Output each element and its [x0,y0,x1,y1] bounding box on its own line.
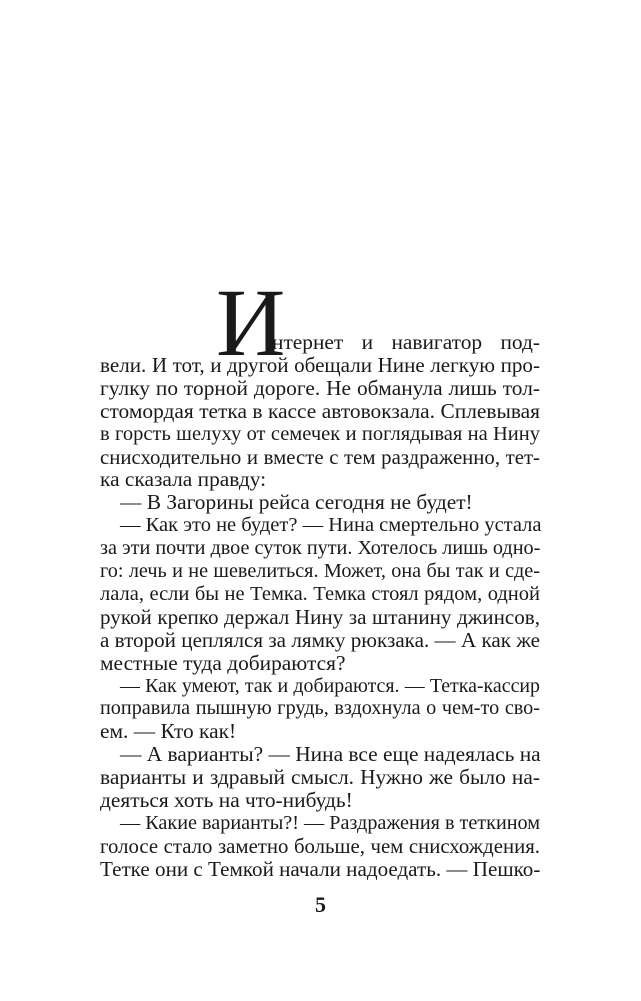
text-line: ем. — Кто как! [100,719,237,744]
text-line: нтернет и навигатор под- [272,330,540,354]
text-line: — Какие варианты?! — Раздражения в теткином [120,811,541,834]
text-line: голосе стало заметно больше, чем снисхождения. [100,834,540,858]
text-line: лала, если бы не Темка. Темка стоял рядом, одной [100,582,540,605]
text-line: ка сказала правду: [100,467,267,492]
text-line: Тетке они с Темкой начали надоедать. — Пешко- [100,856,541,881]
text-line: стомордая тетка в кассе автовокзала. Сплевывая [100,398,540,423]
text-line: местные туда добираются? [100,650,346,675]
text-line: деяться хоть на что-нибудь! [100,788,353,812]
text-line: поправила пышную грудь, вздохнула о чем-то сво- [100,697,540,720]
text-line: гулку по торной дороге. Не обманула лишь тол- [100,375,540,400]
text-line: рукой крепко держал Нину за штанину джинсов, [100,604,540,629]
text-line: — Как это не будет? — Нина смертельно устала [120,514,542,537]
text-line: а второй цеплялся за лямку рюкзака. — А как же [100,627,540,652]
text-line: снисходительно и вместе с тем раздраженно, тет- [100,445,540,469]
text-line: — Как умеют, так и добираются. — Тетка-кассир [120,674,540,697]
page-number: 5 [315,892,326,917]
text-line: за эти почти двое суток пути. Хотелось лишь одно- [100,537,541,560]
text-line: — В Загорины рейса сегодня не будет! [120,490,473,515]
text-line: варианты и здравый смысл. Нужно же было на- [100,765,540,790]
text-line: го: лечь и не шевелиться. Может, она бы так и сде- [100,560,540,582]
text-line: вели. И тот, и другой обещали Нине легкую про- [100,352,540,377]
drop-cap-letter: И [216,269,286,376]
text-line: в горсть шелуху от семечек и поглядывая на Нину [100,422,540,445]
text-line: — А варианты? — Нина все еще надеялась на [120,742,541,767]
